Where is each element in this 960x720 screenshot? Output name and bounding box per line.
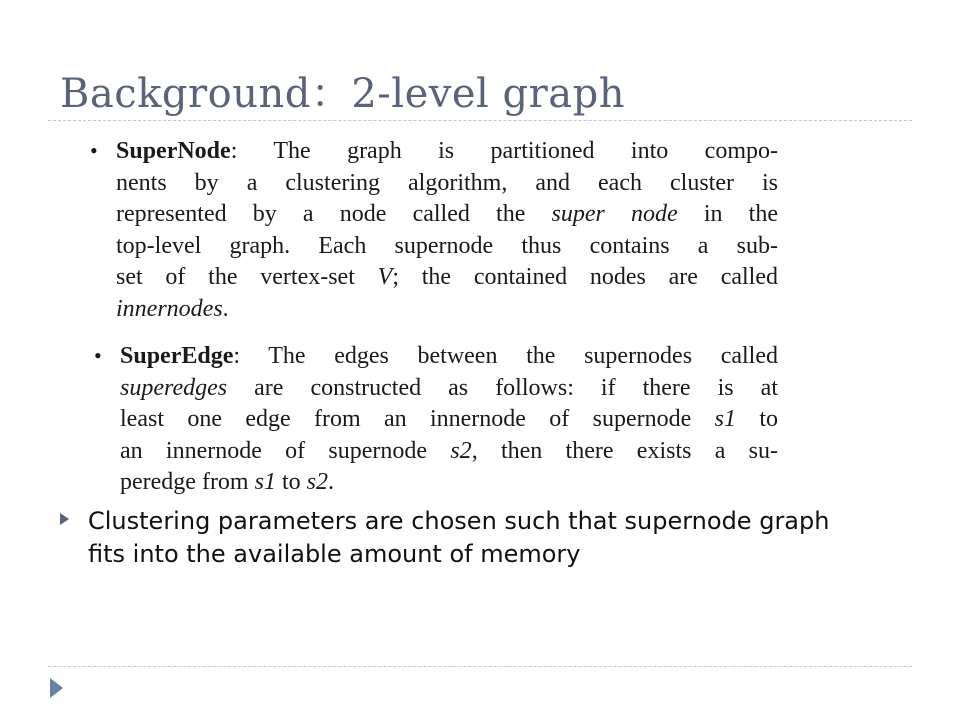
- excerpt-line: nents by a clustering algorithm, and each cluster is: [116, 169, 778, 196]
- triangle-right-icon: [50, 678, 63, 698]
- bullet-item: [60, 505, 840, 571]
- excerpt-item-supernode: [88, 136, 778, 325]
- excerpt-line: innernodes.: [116, 295, 229, 322]
- var-s1: s1: [714, 406, 736, 432]
- excerpt-line: set of the vertex-set V; the contained nodes are called: [116, 264, 778, 290]
- excerpt-line: superedges are constructed as follows: if there is at: [120, 374, 778, 401]
- excerpt-line: represented by a node called the super node in the: [116, 201, 778, 227]
- triangle-right-icon: [60, 513, 69, 525]
- excerpt-line: SuperEdge: The edges between the supernodes called: [120, 343, 778, 369]
- var-s2: s2: [450, 437, 472, 464]
- paper-excerpt: [88, 136, 778, 499]
- var-s1: s1: [254, 469, 276, 495]
- var-s2: s2: [306, 469, 328, 495]
- bullet-text: Clustering parameters are chosen such that supernode graph fits into the available amount of memory: [88, 507, 830, 568]
- bullet-dot: •: [90, 138, 98, 163]
- italic-super-node: super node: [551, 201, 678, 227]
- excerpt-line: least one edge from an innernode of supernode s1 to: [120, 406, 779, 432]
- footer-divider: [48, 666, 912, 667]
- term-supernode: SuperNode: [116, 138, 231, 164]
- italic-innernodes: innernodes: [116, 295, 223, 322]
- italic-superedges: superedges: [120, 374, 228, 401]
- var-v: V: [377, 264, 393, 290]
- excerpt-line: an innernode of supernode s2, then there exists a su-: [120, 437, 778, 464]
- excerpt-line: SuperNode: The graph is partitioned into compo-: [116, 138, 778, 164]
- title-divider: [48, 120, 912, 121]
- bullet-dot: •: [94, 343, 102, 368]
- excerpt-line: peredge from s1 to s2.: [120, 469, 334, 495]
- excerpt-item-superedge: [88, 341, 778, 499]
- excerpt-line: top-level graph. Each supernode thus contains a sub-: [116, 232, 778, 259]
- term-superedge: SuperEdge: [120, 343, 234, 369]
- slide-title: Background：2-level graph: [60, 71, 625, 117]
